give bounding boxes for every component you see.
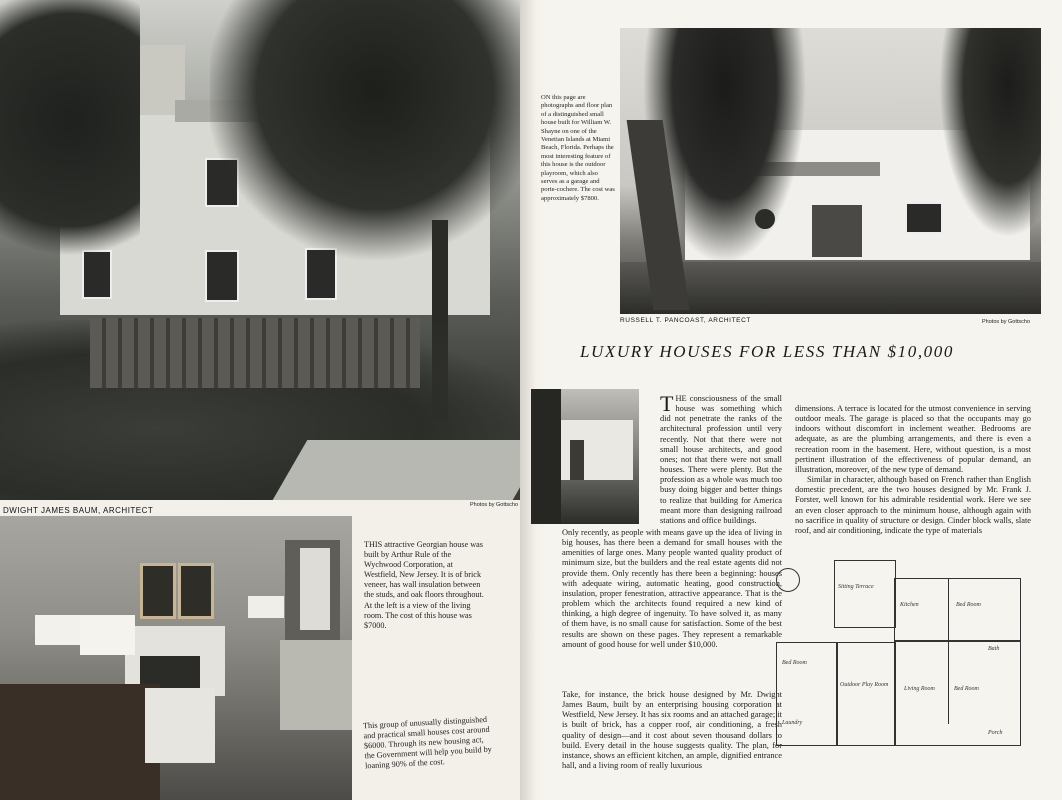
portrait-painting (178, 563, 214, 619)
article-column-middle-2: Take, for instance, the brick house designed by Mr. Dwight James Baum, built by an enterprising housing corporation at Westfield, New Jersey. It has six rooms and an attached garage; it is built of brick, has a copper roof, air conditioning, a fresh quality of design—and it cost about seven thousand dollars to build. Every detail in the house suggests quality. The plan, for instance, shows an efficient kitchen, an ample, dignified entrance hall, and a living room of really luxurious (562, 690, 782, 771)
kitchen-bedroom-block (894, 578, 1021, 642)
floor-lamp-shade (248, 596, 284, 618)
tree (210, 0, 540, 260)
portrait-painting (140, 563, 176, 619)
label-living-room: Living Room (904, 686, 935, 692)
playroom (836, 642, 896, 746)
garage-opening (812, 205, 862, 257)
bedroom-block (776, 642, 838, 746)
column-3-para-1: dimensions. A terrace is located for the utmost convenience in serving outdoor meals. The garage is placed so that the occupants may go indoors without discomfort in inclement weather. Bedrooms are adequate, as are the plumbing arrangements, and there is even a recreation room in the basement. Here, without question, is a most pertinent illustration of the effectiveness of popular demand, an illustration, moreover, of the new type of demand. (795, 404, 1031, 474)
article-title: LUXURY HOUSES FOR LESS THAN $10,000 (580, 342, 954, 361)
architect-credit-right: RUSSELL T. PANCOAST, ARCHITECT (620, 317, 751, 324)
column-1-text: HE consciousness of the small house was something which did not penetrate the ranks of the architectural profession until very recently. Not that there were not small house architects, and good ones; not that there were not small houses. There were plenty. But the profession as a whole was much too busy doing bigger and better things to realize that building for America meant more than designing railroad stations and office buildings. (660, 394, 782, 525)
label-porch: Porch (988, 730, 1003, 736)
compass-icon (776, 568, 800, 592)
writing-desk (0, 684, 160, 800)
wall (948, 640, 950, 724)
label-bath: Bath (988, 646, 1000, 652)
floor-plan (766, 558, 1038, 748)
photo-credit-right: Photos by Gottscho (982, 319, 1030, 325)
tree (531, 389, 561, 524)
housing-act-caption: This group of unusually distinguished and practical small houses cost around $6000. Through its new housing act, the Government will help you build by loaning 90% of the cost. (362, 714, 492, 771)
label-kitchen: Kitchen (900, 602, 919, 608)
lamp-shade (80, 615, 135, 655)
georgian-house-caption: THIS attractive Georgian house was built by Arthur Rule of the Wychwood Corporation, at Westfield, New Jersey. It is of brick veneer, has wall insulation between the studs, and oak floors throughout. At the left is a view of the living room. The cost of this house was $7000. (364, 540, 484, 630)
article-column-middle: Only recently, as people with means gave up the idea of living in big houses, has there been a demand for small houses with the amenities of large ones. Many people wanted quality product of minimum size, but the builders and the real estate agents did not provide them. Only recently has there been a beginning: houses with adequate wiring, automatic heating, good construction, insulation, proper fenestration, attractive appearance. That is the problem which the architects found required a new kind of thinking, a high degree of ingenuity. To have solved it, as many of them have, is no small cause for satisfaction. Some of the best results are shown on these pages. They represent a remarkable amount of good house for well under $10,000. (562, 528, 782, 649)
wall (948, 578, 950, 640)
label-bedroom-1: Bed Room (956, 602, 981, 608)
living-room-window (300, 548, 330, 630)
drop-cap: T (660, 391, 674, 416)
picket-fence (90, 318, 420, 388)
photo-credit-left: Photos by Gottscho (470, 502, 518, 508)
shayne-house-intro-caption: ON this page are photographs and floor plan of a distinguished small house built for William W. Shayne on one of the Venetian Islands at Miami Beach, Florida. Perhaps the most interesting feature of this house is the outdoor playroom, which also serves as a garage and porte-cochere. The cost was approximately $7800. (541, 94, 615, 202)
label-laundry: Laundry (782, 720, 803, 726)
column-3-para-2: Similar in character, although based on French rather than English domestic precedent, are the two houses designed by Mr. Frank J. Forster, well known for his admirable residential work. Here we see an even closer approach to the minimum house, although again with no sacrifice in quality of structure or design. Cinder block walls, slate roof, and air conditioning, indicate the type of materials (795, 475, 1031, 535)
armchair (145, 688, 215, 763)
palm-tree (930, 28, 1041, 258)
article-column-3 (795, 404, 1031, 536)
article-column-1 (660, 391, 782, 526)
tree (0, 0, 140, 300)
label-bedroom-2: Bed Room (782, 660, 807, 666)
walkway (273, 440, 548, 500)
house-door (570, 440, 584, 480)
label-terrace: Sitting Terrace (838, 584, 874, 590)
architect-credit-left: DWIGHT JAMES BAUM, ARCHITECT (3, 506, 154, 515)
lamp-shade (35, 615, 80, 645)
sofa (280, 640, 352, 730)
terrace-room (834, 560, 896, 628)
label-outdoor-playroom: Outdoor Play Room (840, 682, 889, 688)
label-bedroom-3: Bed Room (954, 686, 979, 692)
